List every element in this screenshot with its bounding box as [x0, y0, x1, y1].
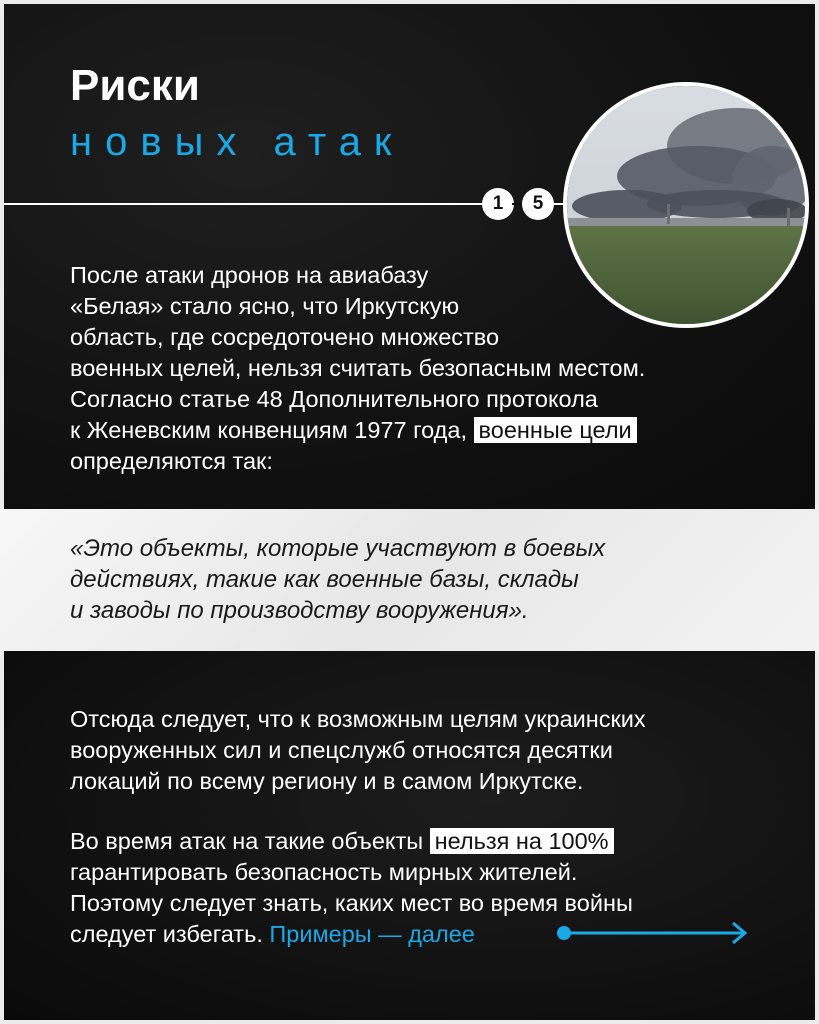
quote-line: действиях, такие как военные базы, склады [70, 566, 579, 593]
safety-line: следует избегать. [70, 921, 263, 947]
intro-line: область, где сосредоточено множество [70, 324, 500, 350]
consequence-paragraph [70, 704, 785, 797]
total-pages-badge: 5 [522, 188, 554, 220]
consequence-line: вооруженных сил и спецслужб относятся десятки [70, 737, 613, 763]
page-indicator [478, 188, 558, 222]
page-title: Риски [70, 61, 200, 110]
military-targets-highlight: военные цели [474, 417, 637, 443]
intro-line: Согласно статье 48 Дополнительного протокола [70, 386, 598, 412]
quote-line: «Это объекты, которые участвуют в боевых [70, 535, 606, 562]
safety-line: гарантировать безопасность мирных жителей. [70, 859, 578, 885]
intro-line: к Женевским конвенциям 1977 года, [70, 417, 467, 443]
intro-line: После атаки дронов на авиабазу [70, 262, 429, 288]
intro-line: «Белая» стало ясно, что Иркутскую [70, 293, 460, 319]
consequence-line: Отсюда следует, что к возможным целям украинских [70, 706, 646, 732]
not-100-percent-highlight: нельзя на 100% [430, 828, 614, 854]
intro-line: определяются так: [70, 448, 273, 474]
safety-line: Во время атак на такие объекты [70, 828, 424, 854]
consequence-line: локаций по всему региону и в самом Иркутске. [70, 768, 584, 794]
quote-line: и заводы по производству вооружения». [70, 597, 529, 624]
page-subtitle: новых атак [70, 120, 405, 164]
safety-line: Поэтому следует знать, каких мест во время войны [70, 890, 633, 916]
current-page-badge: 1 [482, 188, 514, 220]
examples-next-link[interactable]: Примеры — далее [269, 921, 475, 947]
quote-text [70, 533, 770, 626]
arrow-right-icon[interactable] [555, 921, 751, 945]
intro-paragraph [70, 260, 770, 477]
intro-line: военных целей, нельзя считать безопасным местом. [70, 355, 646, 381]
